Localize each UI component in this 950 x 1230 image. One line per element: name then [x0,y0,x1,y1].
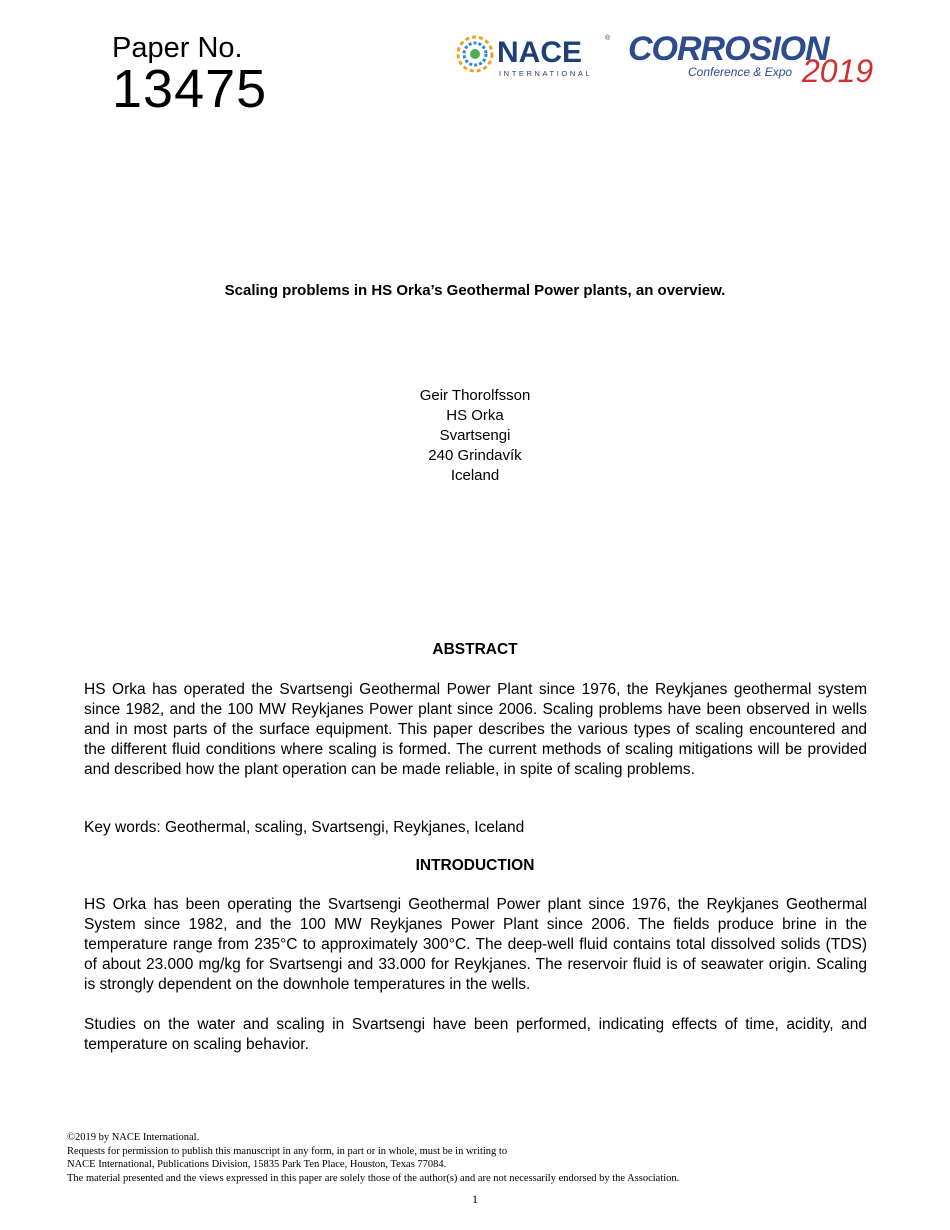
svg-text:®: ® [605,35,611,42]
nace-logo-name: NACE [497,36,583,69]
footer-line: Requests for permission to publish this manuscript in any form, in part or in whole, must be in writing to [67,1145,508,1157]
introduction-paragraph-2: Studies on the water and scaling in Svartsengi have been performed, indicating effects of time, acidity, and temperature on scaling behavior. [84,1016,867,1053]
nace-logo [455,32,615,80]
footer-line: The material presented and the views expressed in this paper are solely those of the author(s) and are not necessarily endorsed by the Association. [67,1172,680,1184]
abstract-text: HS Orka has operated the Svartsengi Geothermal Power Plant since 1976, the Reykjanes geothermal system since 1982, and the 100 MW Reykjanes Power plant since 2006. Scaling problems have been observed in wells and in most parts of the surface equipment. This paper describes the various types of scaling encountered and the different fluid conditions where scaling is formed. The current methods of scaling mitigations will be provided and described how the plant operation can be made reliable, in spite of scaling problems. [84,681,867,778]
nace-globe-icon [458,37,492,71]
corrosion-logo-sub: Conference & Expo [688,65,793,79]
author-organization: HS Orka [446,407,504,424]
introduction-paragraph-1: HS Orka has been operating the Svartsengi Geothermal Power plant since 1976, the Reykjanes Geothermal System since 1982, and the 100 MW Reykjanes Power Plant since 2006. The fields produce brine in the temperature range from 235°C to approximately 300°C. The deep-well fluid contains total dissolved solids (TDS) of about 23.000 mg/kg for Svartsengi and 33.000 for Reykjanes. The reservoir fluid is of seawater origin. Scaling is strongly dependent on the downhole temperatures in the wells. [84,896,867,993]
paper-title: Scaling problems in HS Orka’s Geothermal Power plants, an overview. [224,282,726,299]
abstract-heading: ABSTRACT [432,641,518,658]
keywords: Key words: Geothermal, scaling, Svartsengi, Reykjanes, Iceland [84,819,525,836]
author-block [0,386,950,486]
introduction-heading: INTRODUCTION [415,857,535,874]
author-country: Iceland [450,467,500,484]
corrosion-conference-logo [626,30,884,86]
nace-logo-sub: INTERNATIONAL [499,69,593,78]
paper-number-label: Paper No. [112,32,243,64]
author-city: 240 Grindavík [428,447,522,464]
corrosion-logo-year: 2019 [802,53,874,86]
author-name: Geir Thorolfsson [419,387,531,404]
copyright-footer [67,1131,887,1185]
footer-line: NACE International, Publications Division, 15835 Park Ten Place, Houston, Texas 77084. [67,1159,447,1170]
paper-number: 13475 [112,59,268,119]
page-number: 1 [472,1192,478,1206]
footer-line: ©2019 by NACE International. [67,1132,200,1143]
author-site: Svartsengi [439,427,511,444]
corrosion-logo-name: CORROSION [628,30,829,68]
